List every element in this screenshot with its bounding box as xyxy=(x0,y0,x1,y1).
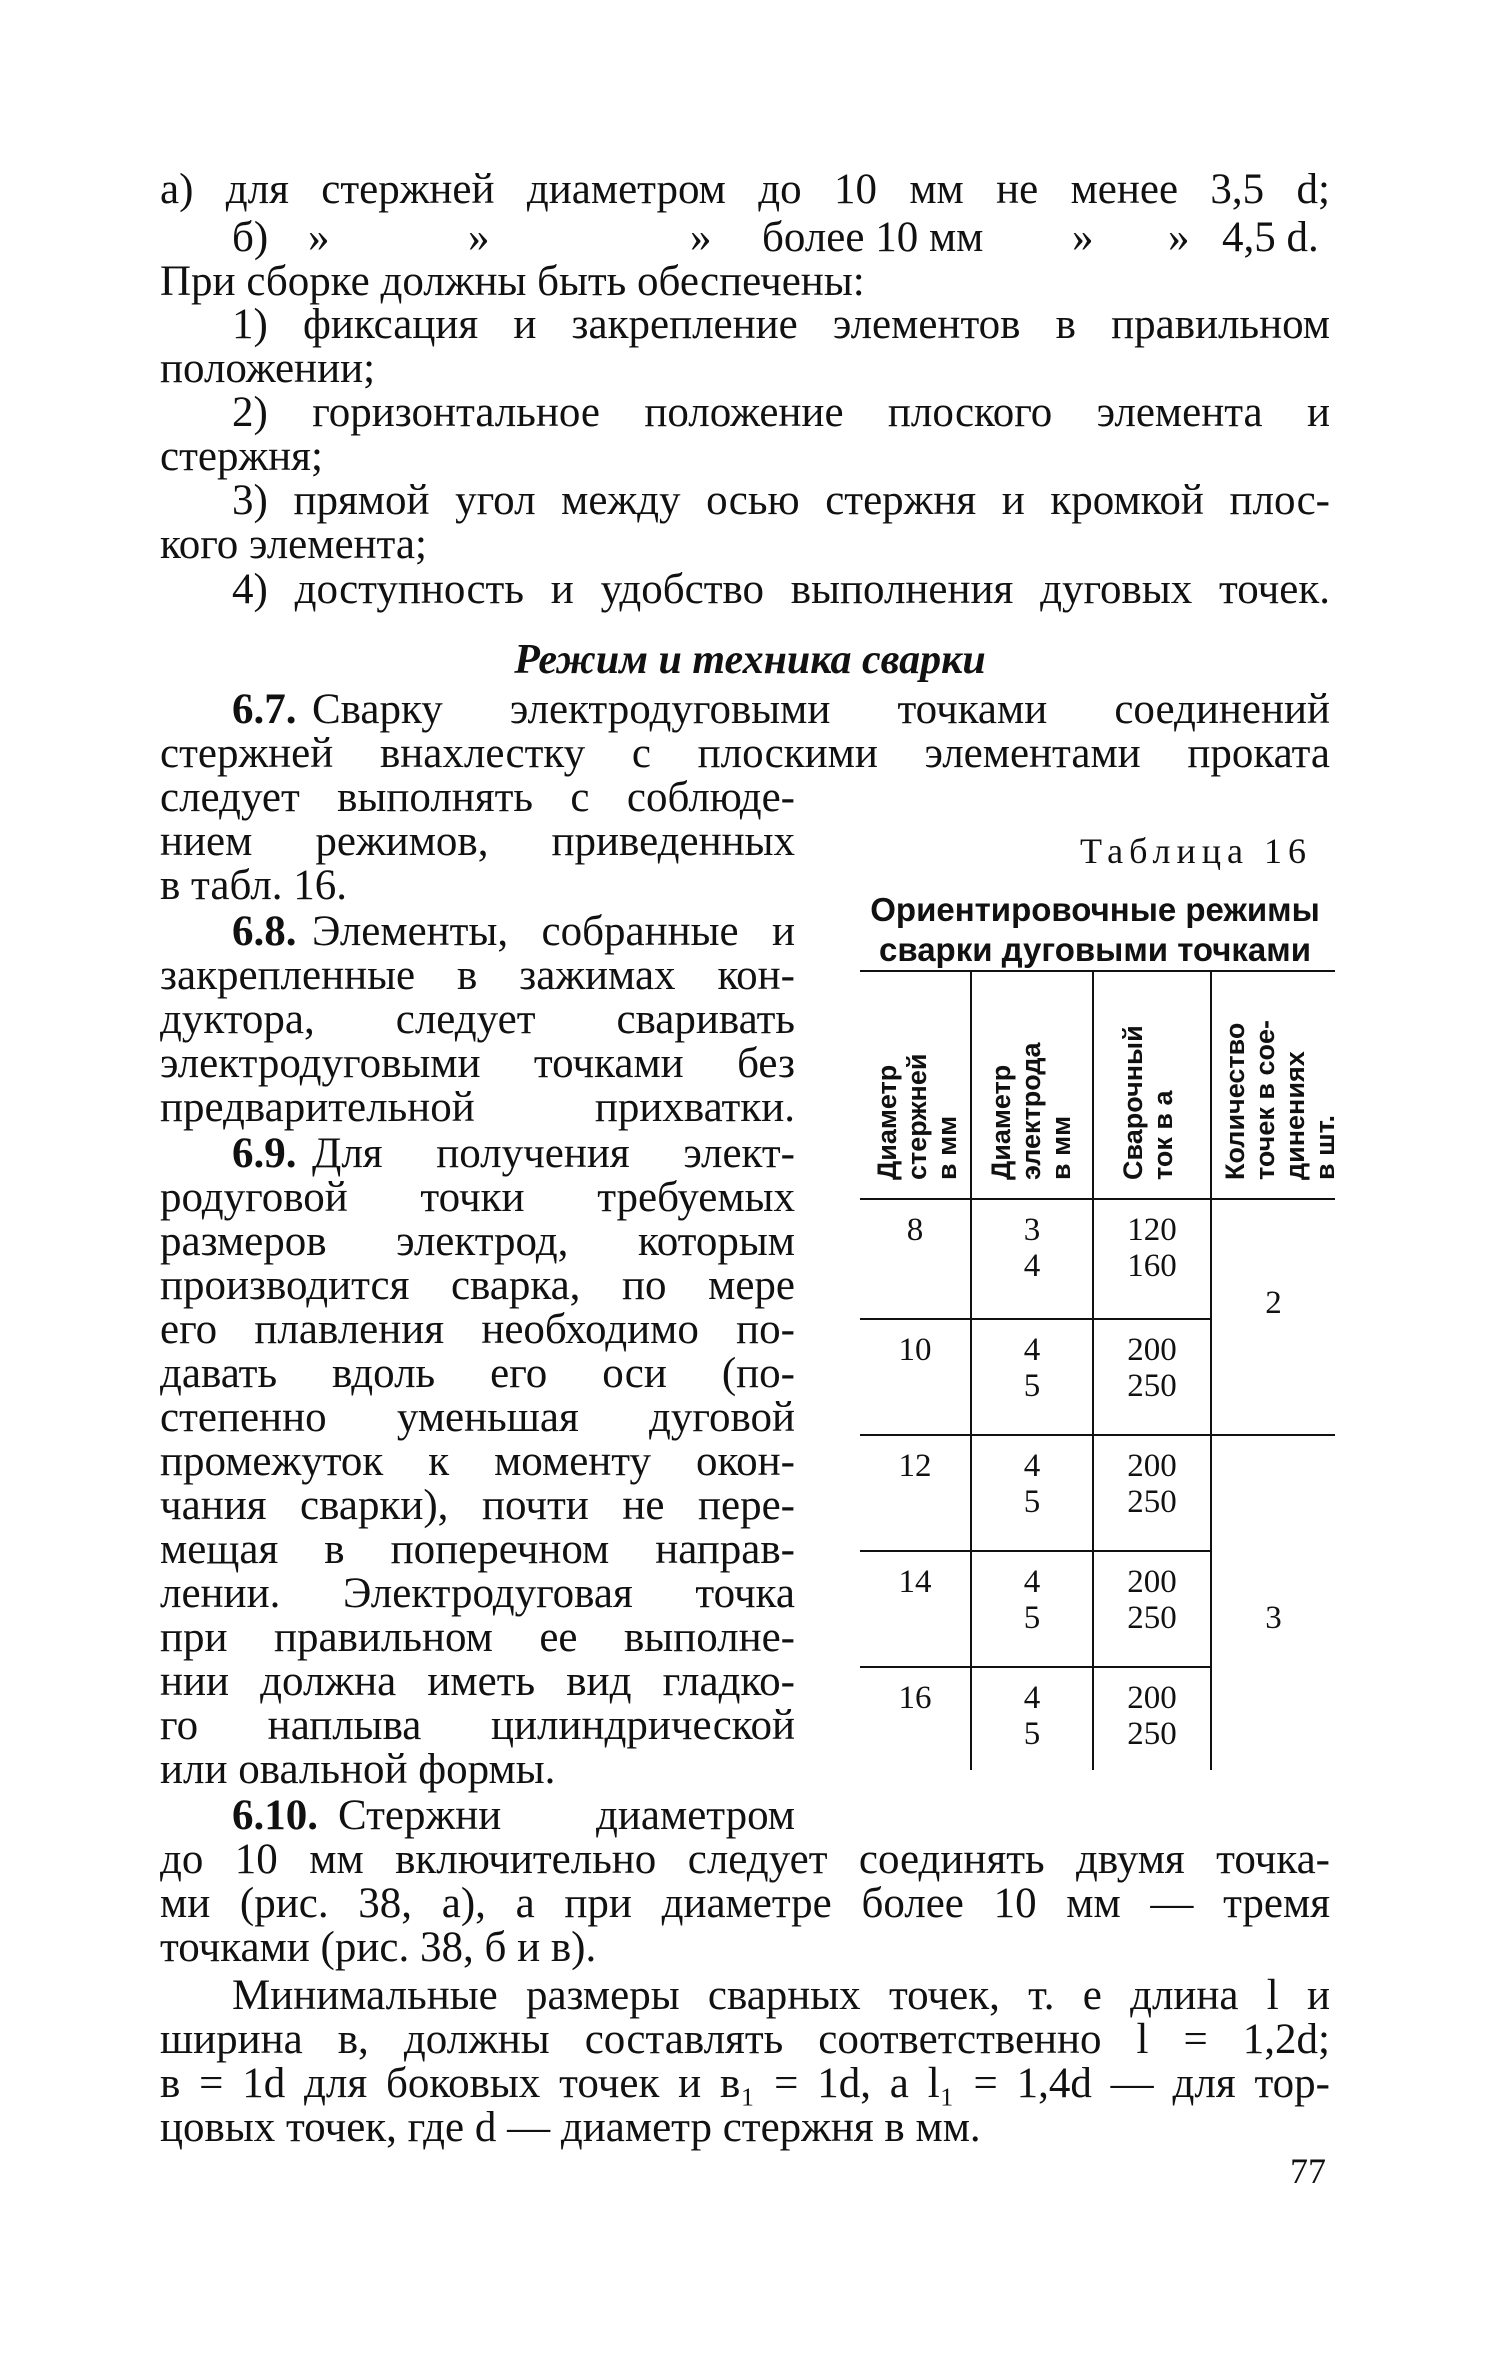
assembly-item-1: 1) фиксация и закрепление элементов в правильном xyxy=(232,301,1330,348)
ditto-mark: » xyxy=(690,214,712,261)
table-rule xyxy=(860,1198,1335,1200)
table-cell-current: 200 xyxy=(1127,1680,1177,1716)
table-rule xyxy=(860,1434,1335,1436)
assembly-item-3: 3) прямой угол между осью стержня и кромкой плос- xyxy=(232,477,1330,524)
table-cell-electrode: 4 xyxy=(1023,1248,1041,1284)
table-cell-current: 200 xyxy=(1127,1564,1177,1600)
para-min-line: цовых точек, где d — диаметр стержня в мм. xyxy=(160,2104,981,2151)
para-6-9-line: или овальной формы. xyxy=(160,1746,556,1793)
para-min-line: Минимальные размеры сварных точек, т. е длина l и xyxy=(232,1972,1330,2019)
para-6-9-line: лении. Электродуговая точка xyxy=(160,1570,795,1617)
table-cell-current: 250 xyxy=(1127,1368,1177,1404)
table-cell-current: 250 xyxy=(1127,1716,1177,1752)
para-6-9-line: степенно уменьшая дуговой xyxy=(160,1394,795,1441)
table-number: Таблица 16 xyxy=(1080,831,1312,871)
table-cell-diameter: 14 xyxy=(898,1564,932,1600)
para-number: 6.7. xyxy=(232,686,297,733)
table-cell-electrode: 4 xyxy=(1023,1680,1041,1716)
para-6-9-line: родуговой точки требуемых xyxy=(160,1174,795,1221)
table-cell-electrode: 5 xyxy=(1023,1600,1041,1636)
ditto-mark: » xyxy=(1072,214,1094,261)
header-line: в мм xyxy=(1046,1115,1076,1180)
list-item-b-text: более 10 мм xyxy=(762,214,984,261)
para-number: 6.9. xyxy=(232,1130,297,1177)
table-title xyxy=(860,890,1330,970)
para-6-9-line: при правильном ее выполне- xyxy=(160,1614,795,1661)
para-6-7-line: в табл. 16. xyxy=(160,862,347,909)
table-rule xyxy=(860,1318,1210,1320)
para-6-9-line: Для получения элект- xyxy=(312,1130,795,1177)
table-cell-electrode: 4 xyxy=(1023,1448,1041,1484)
para-6-9-line: размеров электрод, которым xyxy=(160,1218,795,1265)
assembly-item-3-cont: кого элемента; xyxy=(160,521,427,568)
column-header-welding-current xyxy=(1118,1025,1178,1180)
para-6-9-line: промежуток к моменту окон- xyxy=(160,1438,795,1485)
para-6-10-line: Стержни диаметром xyxy=(338,1792,795,1839)
table-cell-points-count: 2 xyxy=(1265,1285,1282,1321)
para-6-8-line: предварительной прихватки. xyxy=(160,1084,795,1131)
para-6-8-line: Элементы, собранные и xyxy=(312,908,795,955)
header-line: Диаметр xyxy=(986,1064,1016,1180)
table-cell-electrode: 5 xyxy=(1023,1716,1041,1752)
para-6-7-line: следует выполнять с соблюде- xyxy=(160,774,795,821)
list-item-a: а) для стержней диаметром до 10 мм не менее 3,5 d; xyxy=(160,166,1330,213)
table-cell-current: 120 xyxy=(1127,1212,1177,1248)
list-item-b-value: 4,5 d. xyxy=(1222,214,1319,261)
header-line: стержней xyxy=(902,1053,932,1180)
ditto-mark: » xyxy=(1168,214,1190,261)
table-rule xyxy=(860,1550,1210,1552)
table-rule xyxy=(860,1666,1210,1668)
column-header-rod-diameter xyxy=(872,1054,962,1180)
assembly-item-2: 2) горизонтальное положение плоского элемента и xyxy=(232,389,1330,436)
para-6-9-line: его плавления необходимо по- xyxy=(160,1306,795,1353)
table-cell-electrode: 3 xyxy=(1023,1212,1041,1248)
para-number: 6.8. xyxy=(232,908,297,955)
para-min-line: ширина в, должны составлять соответственно l = 1,2d; xyxy=(160,2016,1330,2063)
table-cell-electrode: 4 xyxy=(1023,1564,1041,1600)
header-line: электрода xyxy=(1016,1042,1046,1180)
table-cell-diameter: 8 xyxy=(906,1212,924,1248)
section-heading: Режим и техника сварки xyxy=(514,637,986,683)
table-cell-current: 200 xyxy=(1127,1332,1177,1368)
table-cell-current: 250 xyxy=(1127,1484,1177,1520)
ditto-mark: » xyxy=(468,214,490,261)
assembly-item-2-cont: стержня; xyxy=(160,433,323,480)
header-line: динениях xyxy=(1280,1051,1310,1180)
para-6-9-line: производится сварка, по мере xyxy=(160,1262,795,1309)
table-cell-electrode: 4 xyxy=(1023,1332,1041,1368)
para-6-8-line: дуктора, следует сваривать xyxy=(160,996,795,1043)
header-line: в мм xyxy=(932,1115,962,1180)
header-line: Количество xyxy=(1220,1022,1250,1180)
para-6-10-line: ми (рис. 38, а), а при диаметре более 10 мм — тремя xyxy=(160,1880,1330,1927)
assembly-intro: При сборке должны быть обеспечены: xyxy=(160,258,865,305)
table-rule xyxy=(860,970,1335,972)
para-6-9-line: давать вдоль его оси (по- xyxy=(160,1350,795,1397)
header-line: в шт. xyxy=(1310,1115,1340,1180)
para-min-line: в = 1d для боковых точек и в₁ = 1d, а l₁ = 1,4d — для тор- xyxy=(160,2060,1330,2107)
column-header-electrode-diameter xyxy=(986,1042,1076,1180)
para-6-7-line: нием режимов, приведенных xyxy=(160,818,795,865)
welding-modes-table xyxy=(860,970,1340,1770)
list-item-b-prefix: б) xyxy=(232,214,269,261)
para-6-9-line: нии должна иметь вид гладко- xyxy=(160,1658,795,1705)
para-6-10-line: точками (рис. 38, б и в). xyxy=(160,1924,597,1971)
para-6-9-line: мещая в поперечном направ- xyxy=(160,1526,795,1573)
para-6-7-line: стержней внахлестку с плоскими элементами проката xyxy=(160,730,1330,777)
para-6-10-line: до 10 мм включительно следует соединять двумя точка- xyxy=(160,1836,1330,1883)
assembly-item-1-cont: положении; xyxy=(160,345,376,392)
column-header-points-count xyxy=(1220,1020,1340,1180)
para-6-9-line: чания сварки), почти не пере- xyxy=(160,1482,795,1529)
para-6-7-line: Сварку электродуговыми точками соединений xyxy=(312,686,1330,733)
para-6-8-line: закрепленные в зажимах кон- xyxy=(160,952,795,999)
table-cell-points-count: 3 xyxy=(1265,1600,1282,1636)
table-cell-electrode: 5 xyxy=(1023,1368,1041,1404)
table-column-rule xyxy=(1210,970,1212,1770)
table-cell-current: 250 xyxy=(1127,1600,1177,1636)
table-title-line: сварки дуговыми точками xyxy=(879,931,1311,968)
header-line: Сварочный xyxy=(1118,1025,1148,1180)
table-cell-diameter: 16 xyxy=(898,1680,932,1716)
page-number: 77 xyxy=(1290,2151,1326,2191)
para-6-8-line: электродуговыми точками без xyxy=(160,1040,795,1087)
para-6-9-line: го наплыва цилиндрической xyxy=(160,1702,795,1749)
table-cell-current: 160 xyxy=(1127,1248,1177,1284)
header-line: ток в а xyxy=(1148,1090,1178,1180)
para-number: 6.10. xyxy=(232,1792,318,1839)
table-cell-current: 200 xyxy=(1127,1448,1177,1484)
ditto-mark: » xyxy=(308,214,330,261)
table-title-line: Ориентировочные режимы xyxy=(870,891,1320,928)
header-line: Диаметр xyxy=(872,1064,902,1180)
table-cell-diameter: 12 xyxy=(898,1448,932,1484)
table-cell-diameter: 10 xyxy=(898,1332,932,1368)
table-cell-electrode: 5 xyxy=(1023,1484,1041,1520)
header-line: точек в сое- xyxy=(1250,1019,1280,1180)
assembly-item-4: 4) доступность и удобство выполнения дуговых точек. xyxy=(232,566,1330,613)
